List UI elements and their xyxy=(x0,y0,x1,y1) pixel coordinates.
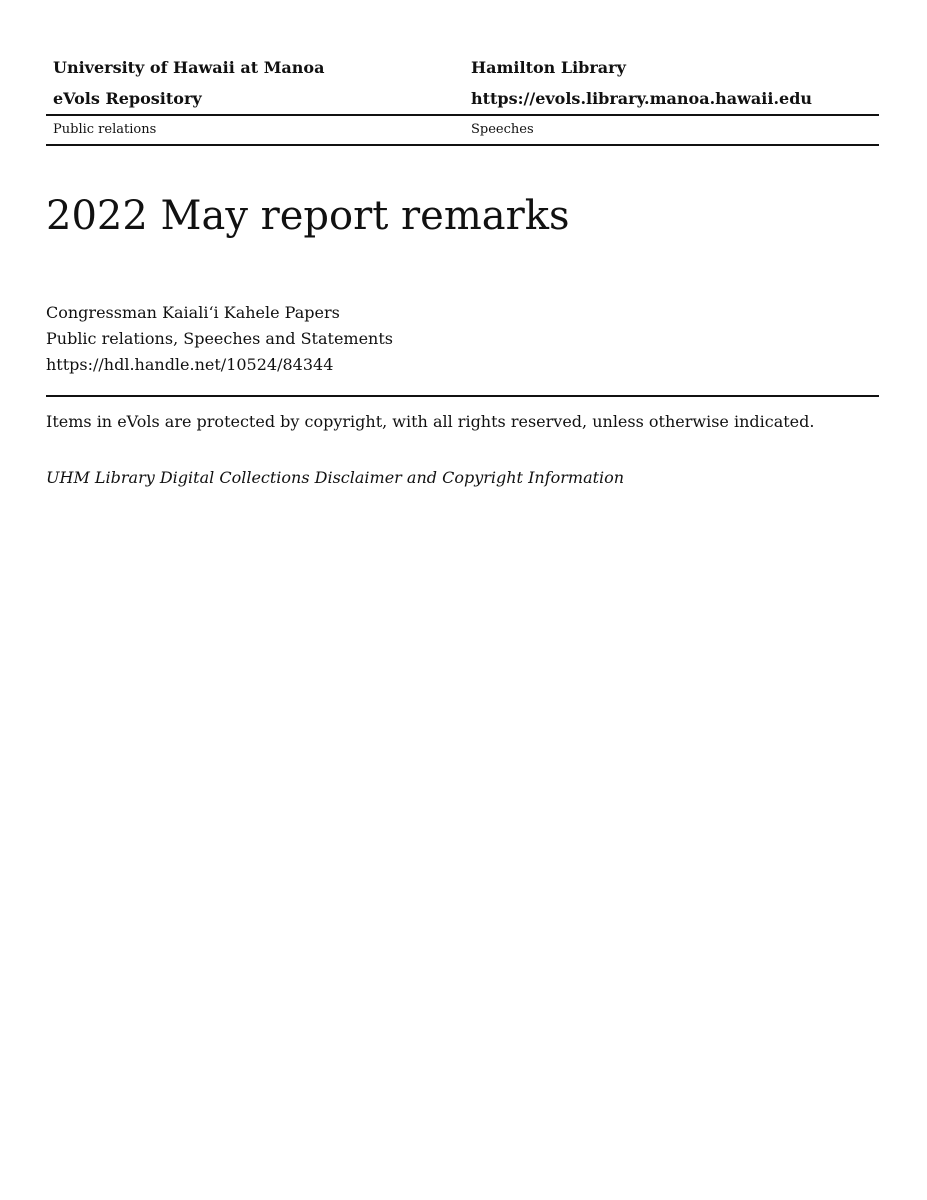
header-table xyxy=(46,52,879,146)
copyright-notice: Items in eVols are protected by copyright, with all rights reserved, unless otherwise indicated. xyxy=(46,412,815,431)
library-name: Hamilton Library xyxy=(471,58,626,77)
disclaimer-link[interactable]: UHM Library Digital Collections Disclaimer and Copyright Information xyxy=(46,468,625,487)
header-row-repository xyxy=(46,83,879,116)
handle-link[interactable]: https://hdl.handle.net/10524/84344 xyxy=(46,355,334,374)
series-name: Public relations, Speeches and Statements xyxy=(46,329,393,348)
document-metadata xyxy=(46,300,393,378)
document-title: 2022 May report remarks xyxy=(46,193,570,239)
header-row-categories xyxy=(46,116,879,146)
divider xyxy=(46,395,879,397)
subcategory-label: Speeches xyxy=(471,122,534,137)
repository-url[interactable]: https://evols.library.manoa.hawaii.edu xyxy=(471,89,813,108)
collection-name: Congressman Kaialiʻi Kahele Papers xyxy=(46,303,340,322)
institution-name: University of Hawaii at Manoa xyxy=(53,58,325,77)
header-row-institution xyxy=(46,52,879,83)
category-label: Public relations xyxy=(53,122,157,137)
repository-name: eVols Repository xyxy=(53,89,202,108)
